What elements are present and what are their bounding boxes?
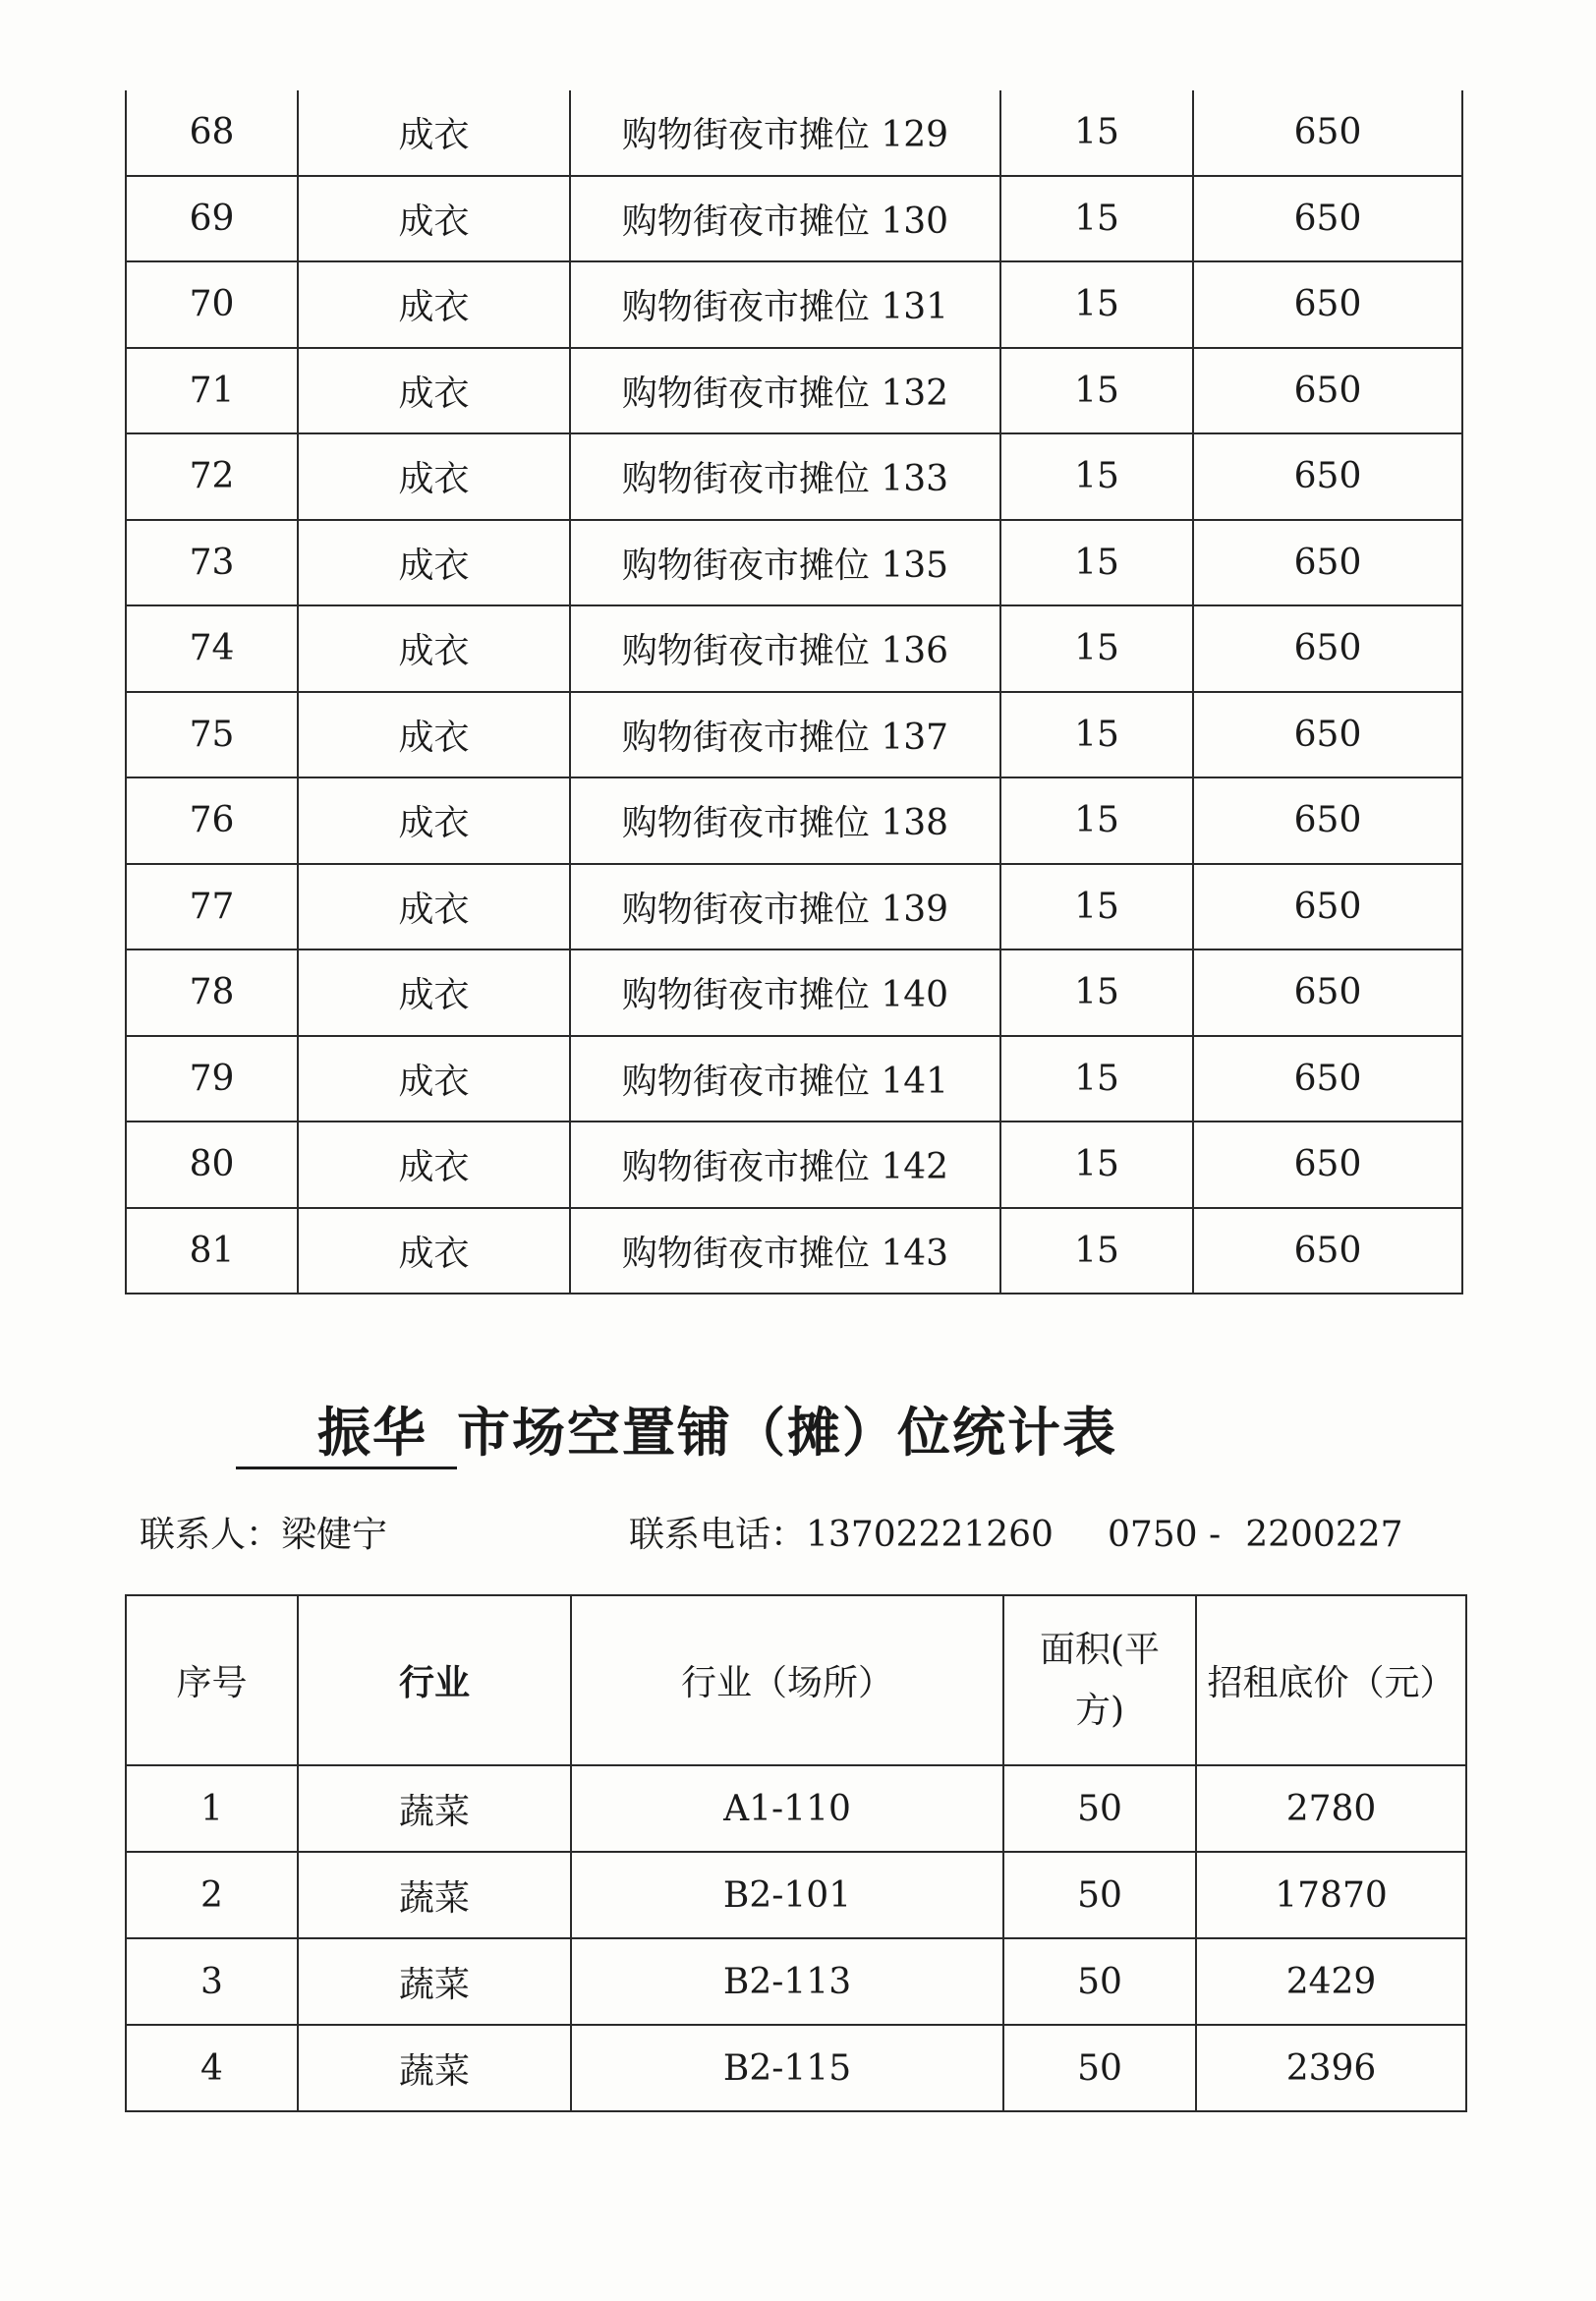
cell-place: 购物街夜市摊位 136: [570, 605, 1000, 692]
cell-price: 650: [1193, 520, 1462, 606]
header-area: [1003, 1595, 1196, 1765]
cell-no: 79: [126, 1036, 298, 1122]
cell-no: 68: [126, 90, 298, 176]
cell-price: 650: [1193, 90, 1462, 176]
table-row: [126, 520, 1462, 606]
cell-price: 650: [1193, 692, 1462, 778]
cell-industry: 成衣: [298, 692, 570, 778]
cell-industry: 成衣: [298, 1036, 570, 1122]
cell-area: 15: [1000, 1122, 1193, 1208]
cell-price: 650: [1193, 176, 1462, 262]
table-row: [126, 2025, 1466, 2111]
table-row: [126, 1036, 1462, 1122]
header-industry: 行业: [298, 1595, 571, 1765]
table-row: [126, 1938, 1466, 2025]
cell-place: 购物街夜市摊位 137: [570, 692, 1000, 778]
header-place: 行业（场所）: [571, 1595, 1003, 1765]
cell-area: 15: [1000, 348, 1193, 434]
cell-industry: 成衣: [298, 176, 570, 262]
table-row: [126, 1208, 1462, 1294]
cell-industry: 蔬菜: [298, 1765, 571, 1852]
cell-place: 购物街夜市摊位 135: [570, 520, 1000, 606]
cell-area: 15: [1000, 433, 1193, 520]
cell-area: 15: [1000, 777, 1193, 864]
table-header-row: [126, 1595, 1466, 1765]
cell-no: 81: [126, 1208, 298, 1294]
cell-price: 650: [1193, 433, 1462, 520]
cell-place: A1-110: [571, 1765, 1003, 1852]
cell-price: 650: [1193, 777, 1462, 864]
cell-price: 17870: [1196, 1852, 1466, 1938]
cell-price: 650: [1193, 348, 1462, 434]
contact-mobile: 13702221260: [806, 1515, 1054, 1555]
cell-price: 2396: [1196, 2025, 1466, 2111]
cell-place: 购物街夜市摊位 133: [570, 433, 1000, 520]
cell-area: 50: [1003, 1852, 1196, 1938]
cell-place: B2-115: [571, 2025, 1003, 2111]
table-row: [126, 90, 1462, 176]
cell-area: 15: [1000, 261, 1193, 348]
cell-area: 15: [1000, 1208, 1193, 1294]
cell-no: 4: [126, 2025, 298, 2111]
vacant-stall-table-body: [126, 1765, 1466, 2111]
table-row: [126, 692, 1462, 778]
title-text: 市场空置铺（摊）位统计表: [457, 1401, 1117, 1464]
cell-price: 650: [1193, 605, 1462, 692]
cell-no: 77: [126, 864, 298, 950]
cell-industry: 成衣: [298, 261, 570, 348]
cell-area: 50: [1003, 1765, 1196, 1852]
cell-industry: 成衣: [298, 433, 570, 520]
header-area-line2: 方): [1074, 1690, 1125, 1731]
table-row: [126, 777, 1462, 864]
header-area-line1: 面积(平: [1039, 1630, 1161, 1671]
cell-no: 80: [126, 1122, 298, 1208]
table-row: [126, 605, 1462, 692]
cell-no: 74: [126, 605, 298, 692]
table-row: [126, 1852, 1466, 1938]
cell-area: 15: [1000, 605, 1193, 692]
cell-no: 76: [126, 777, 298, 864]
cell-price: 650: [1193, 1036, 1462, 1122]
cell-no: 71: [126, 348, 298, 434]
table-row: [126, 864, 1462, 950]
cell-industry: 成衣: [298, 348, 570, 434]
cell-area: 15: [1000, 692, 1193, 778]
cell-place: 购物街夜市摊位 130: [570, 176, 1000, 262]
cell-place: 购物街夜市摊位 143: [570, 1208, 1000, 1294]
cell-industry: 成衣: [298, 949, 570, 1036]
cell-price: 650: [1193, 864, 1462, 950]
cell-no: 70: [126, 261, 298, 348]
table-row: [126, 433, 1462, 520]
cell-place: 购物街夜市摊位 142: [570, 1122, 1000, 1208]
market-name: 振华: [236, 1391, 457, 1469]
cell-place: B2-101: [571, 1852, 1003, 1938]
cell-area: 15: [1000, 176, 1193, 262]
cell-place: 购物街夜市摊位 129: [570, 90, 1000, 176]
cell-no: 69: [126, 176, 298, 262]
cell-industry: 成衣: [298, 90, 570, 176]
cell-area: 15: [1000, 949, 1193, 1036]
cell-no: 3: [126, 1938, 298, 2025]
cell-industry: 蔬菜: [298, 1852, 571, 1938]
cell-price: 2780: [1196, 1765, 1466, 1852]
cell-price: 650: [1193, 1208, 1462, 1294]
stall-table-body: [126, 90, 1462, 1294]
vacant-stall-table: [125, 1594, 1467, 2112]
cell-place: 购物街夜市摊位 131: [570, 261, 1000, 348]
cell-no: 1: [126, 1765, 298, 1852]
table-row: [126, 949, 1462, 1036]
cell-place: B2-113: [571, 1938, 1003, 2025]
cell-area: 15: [1000, 90, 1193, 176]
cell-industry: 成衣: [298, 605, 570, 692]
cell-area: 50: [1003, 2025, 1196, 2111]
contact-person-name: 梁健宁: [281, 1515, 388, 1555]
cell-place: 购物街夜市摊位 141: [570, 1036, 1000, 1122]
cell-place: 购物街夜市摊位 139: [570, 864, 1000, 950]
cell-place: 购物街夜市摊位 132: [570, 348, 1000, 434]
cell-area: 15: [1000, 1036, 1193, 1122]
cell-place: 购物街夜市摊位 140: [570, 949, 1000, 1036]
cell-industry: 成衣: [298, 1122, 570, 1208]
cell-industry: 蔬菜: [298, 2025, 571, 2111]
cell-price: 650: [1193, 261, 1462, 348]
cell-no: 2: [126, 1852, 298, 1938]
cell-industry: 成衣: [298, 520, 570, 606]
page-title: [236, 1391, 1117, 1469]
cell-no: 75: [126, 692, 298, 778]
cell-price: 2429: [1196, 1938, 1466, 2025]
cell-no: 73: [126, 520, 298, 606]
contact-person-label: 联系人：: [140, 1515, 282, 1555]
contact-area-code: 0750 -: [1107, 1515, 1222, 1555]
cell-price: 650: [1193, 1122, 1462, 1208]
cell-area: 50: [1003, 1938, 1196, 2025]
stall-table-continued: [125, 90, 1463, 1294]
contact-phone: [629, 1507, 1403, 1557]
cell-price: 650: [1193, 949, 1462, 1036]
table-row: [126, 1122, 1462, 1208]
cell-no: 78: [126, 949, 298, 1036]
table-row: [126, 348, 1462, 434]
contact-person: [140, 1507, 387, 1557]
cell-area: 15: [1000, 864, 1193, 950]
cell-place: 购物街夜市摊位 138: [570, 777, 1000, 864]
cell-industry: 成衣: [298, 864, 570, 950]
table-row: [126, 1765, 1466, 1852]
cell-area: 15: [1000, 520, 1193, 606]
cell-industry: 蔬菜: [298, 1938, 571, 2025]
table-row: [126, 176, 1462, 262]
contact-phone-label: 联系电话：: [629, 1515, 807, 1555]
cell-industry: 成衣: [298, 777, 570, 864]
contact-landline: 2200227: [1245, 1515, 1403, 1555]
cell-industry: 成衣: [298, 1208, 570, 1294]
header-no: 序号: [126, 1595, 298, 1765]
cell-no: 72: [126, 433, 298, 520]
table-row: [126, 261, 1462, 348]
header-price: 招租底价（元）: [1196, 1595, 1466, 1765]
